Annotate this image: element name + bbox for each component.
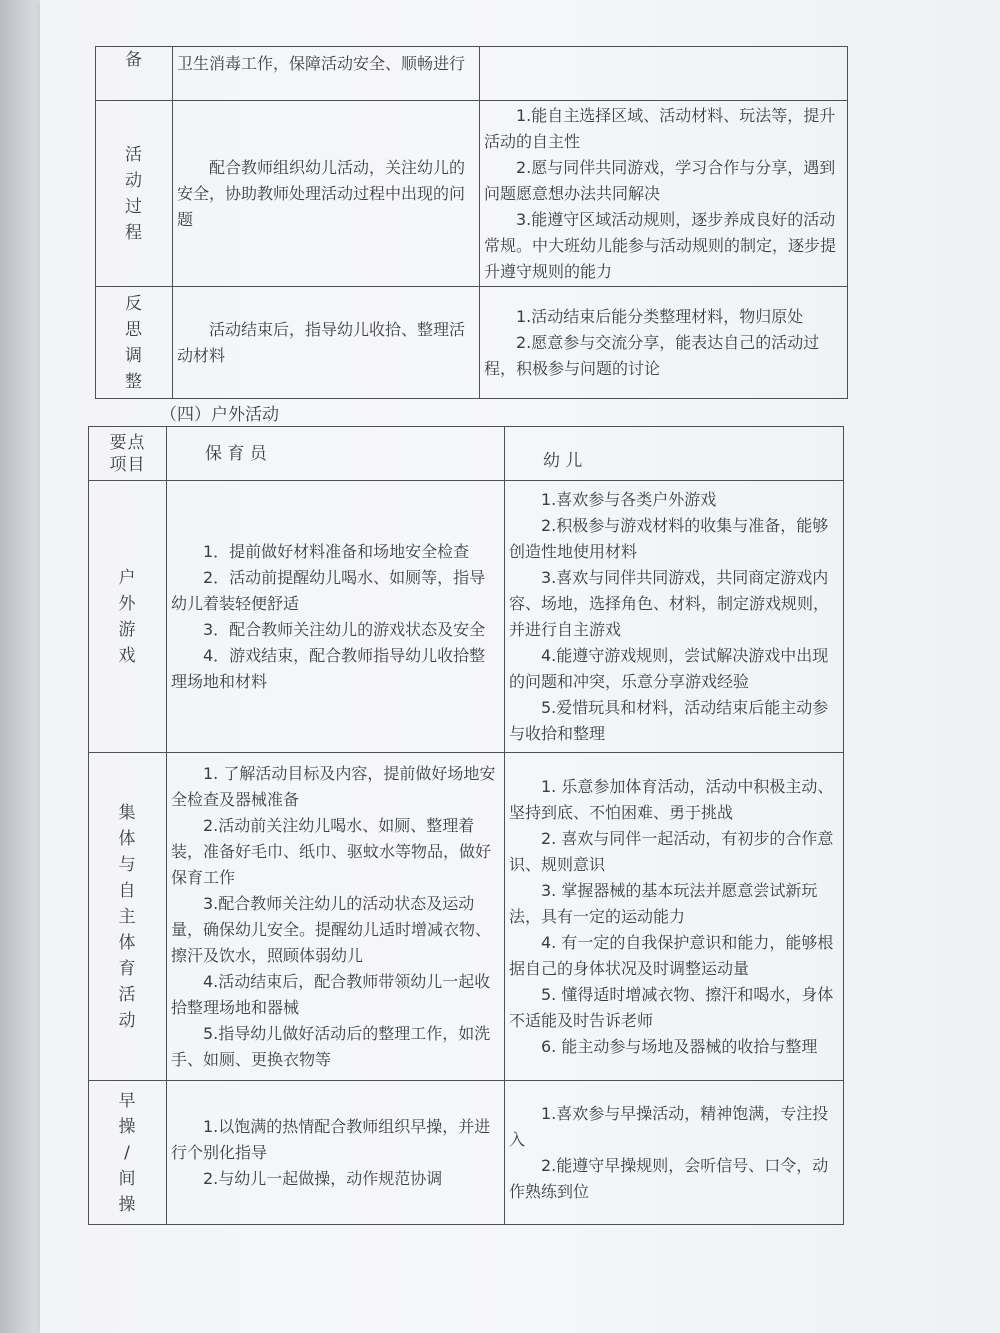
staff-sport-item: 1. 了解活动目标及内容，提前做好场地安全检查及器械准备	[171, 763, 496, 809]
child-outdoor-item: 5.爱惜玩具和材料，活动结束后能主动参与收拾和整理	[509, 697, 829, 743]
child-process-item: 2.愿与同伴共同游戏，学习合作与分享，遇到问题愿意想办法共同解决	[484, 157, 836, 203]
staff-prep-text: 卫生消毒工作，保障活动安全、顺畅进行	[177, 54, 466, 73]
row-sport-activity	[89, 753, 844, 1081]
row-prep	[96, 47, 848, 101]
staff-sport-item: 3.配合教师关注幼儿的活动状态及运动量，确保幼儿安全。提醒幼儿适时增减衣物、擦汗及饮水，照顾体弱幼儿	[171, 893, 492, 965]
binding-shadow	[0, 0, 42, 1333]
child-exercise-item: 2.能遵守早操规则，会听信号、口令，动作熟练到位	[509, 1155, 829, 1201]
child-process-item: 1.能自主选择区域、活动材料、玩法等，提升活动的自主性	[484, 105, 836, 151]
child-reflect-item: 2.愿意参与交流分享，能表达自己的活动过程，积极参与问题的讨论	[484, 332, 820, 378]
row-exercise	[89, 1081, 844, 1225]
row-label-process: 活 动 过 程	[96, 101, 173, 287]
staff-reflect-text: 活动结束后，指导幼儿收拾、整理活动材料	[177, 319, 466, 365]
child-reflect-item: 1.活动结束后能分类整理材料，物归原处	[516, 306, 804, 326]
row-label-sport: 集 体 与 自 主 体 育 活 动	[89, 753, 167, 1081]
staff-exercise-item: 2.与幼儿一起做操，动作规范协调	[203, 1168, 443, 1188]
child-reflect-cell	[480, 287, 848, 399]
header-staff: 保 育 员	[167, 427, 505, 481]
child-exercise-cell	[505, 1081, 844, 1225]
child-sport-item: 5. 懂得适时增减衣物、擦汗和喝水，身体不适能及时告诉老师	[509, 984, 834, 1030]
staff-outdoor-item: 3．配合教师关注幼儿的游戏状态及安全	[203, 619, 486, 639]
staff-sport-item: 2.活动前关注幼儿喝水、如厕、整理着装，准备好毛巾、纸巾、驱蚊水等物品，做好保育工作	[171, 815, 492, 887]
child-sport-item: 2. 喜欢与同伴一起活动，有初步的合作意识、规则意识	[509, 828, 834, 874]
child-sport-item: 4. 有一定的自我保护意识和能力，能够根据自己的身体状况及时调整运动量	[509, 932, 834, 978]
staff-reflect-cell	[173, 287, 480, 399]
child-exercise-item: 1.喜欢参与早操活动，精神饱满，专注投入	[509, 1103, 829, 1149]
child-prep-cell	[480, 47, 848, 101]
activity-table-top	[95, 46, 848, 399]
row-outdoor-games	[89, 481, 844, 753]
staff-exercise-cell	[167, 1081, 505, 1225]
staff-sport-item: 5.指导幼儿做好活动后的整理工作，如洗手、如厕、更换衣物等	[171, 1023, 491, 1069]
child-outdoor-item: 4.能遵守游戏规则，尝试解决游戏中出现的问题和冲突，乐意分享游戏经验	[509, 645, 829, 691]
staff-outdoor-item: 1．提前做好材料准备和场地安全检查	[203, 541, 470, 561]
row-label-prep: 备	[96, 47, 173, 101]
staff-outdoor-item: 2．活动前提醒幼儿喝水、如厕等，指导幼儿着装轻便舒适	[171, 567, 486, 613]
header-child: 幼 儿	[505, 427, 844, 481]
header-row	[89, 427, 844, 481]
child-outdoor-item: 3.喜欢与同伴共同游戏，共同商定游戏内容、场地，选择角色、材料，制定游戏规则，并进行自主游戏	[509, 567, 830, 639]
row-reflect	[96, 287, 848, 399]
header-label-cell	[89, 427, 167, 481]
row-label-outdoor: 户 外 游 戏	[89, 481, 167, 753]
row-label-exercise: 早 操 / 间 操	[89, 1081, 167, 1225]
child-sport-item: 6. 能主动参与场地及器械的收拾与整理	[541, 1036, 818, 1056]
row-process	[96, 101, 848, 287]
child-process-cell	[480, 101, 848, 287]
child-sport-cell	[505, 753, 844, 1081]
staff-process-cell	[173, 101, 480, 287]
child-outdoor-item: 1.喜欢参与各类户外游戏	[541, 489, 717, 509]
staff-sport-cell	[167, 753, 505, 1081]
child-process-item: 3.能遵守区域活动规则，逐步养成良好的活动常规。中大班幼儿能参与活动规则的制定，逐步提升遵守规则的能力	[484, 209, 837, 281]
header-label-top: 要点	[109, 432, 146, 453]
section-title-outdoor: （四）户外活动	[160, 405, 279, 425]
header-label-bottom: 项目	[109, 454, 146, 475]
row-label-reflect: 反 思 调 整	[96, 287, 173, 399]
staff-outdoor-cell	[167, 481, 505, 753]
child-sport-item: 3. 掌握器械的基本玩法并愿意尝试新玩法，具有一定的运动能力	[509, 880, 818, 926]
child-outdoor-cell	[505, 481, 844, 753]
staff-exercise-item: 1.以饱满的热情配合教师组织早操，并进行个别化指导	[171, 1116, 491, 1162]
staff-sport-item: 4.活动结束后，配合教师带领幼儿一起收拾整理场地和器械	[171, 971, 491, 1017]
staff-prep-cell	[173, 47, 480, 101]
staff-outdoor-item: 4．游戏结束，配合教师指导幼儿收拾整理场地和材料	[171, 645, 486, 691]
child-outdoor-item: 2.积极参与游戏材料的收集与准备，能够创造性地使用材料	[509, 515, 829, 561]
staff-process-text: 配合教师组织幼儿活动，关注幼儿的安全，协助教师处理活动过程中出现的问题	[177, 157, 466, 229]
child-sport-item: 1. 乐意参加体育活动，活动中积极主动、坚持到底、不怕困难、勇于挑战	[509, 776, 834, 822]
outdoor-activity-table	[88, 426, 844, 1225]
